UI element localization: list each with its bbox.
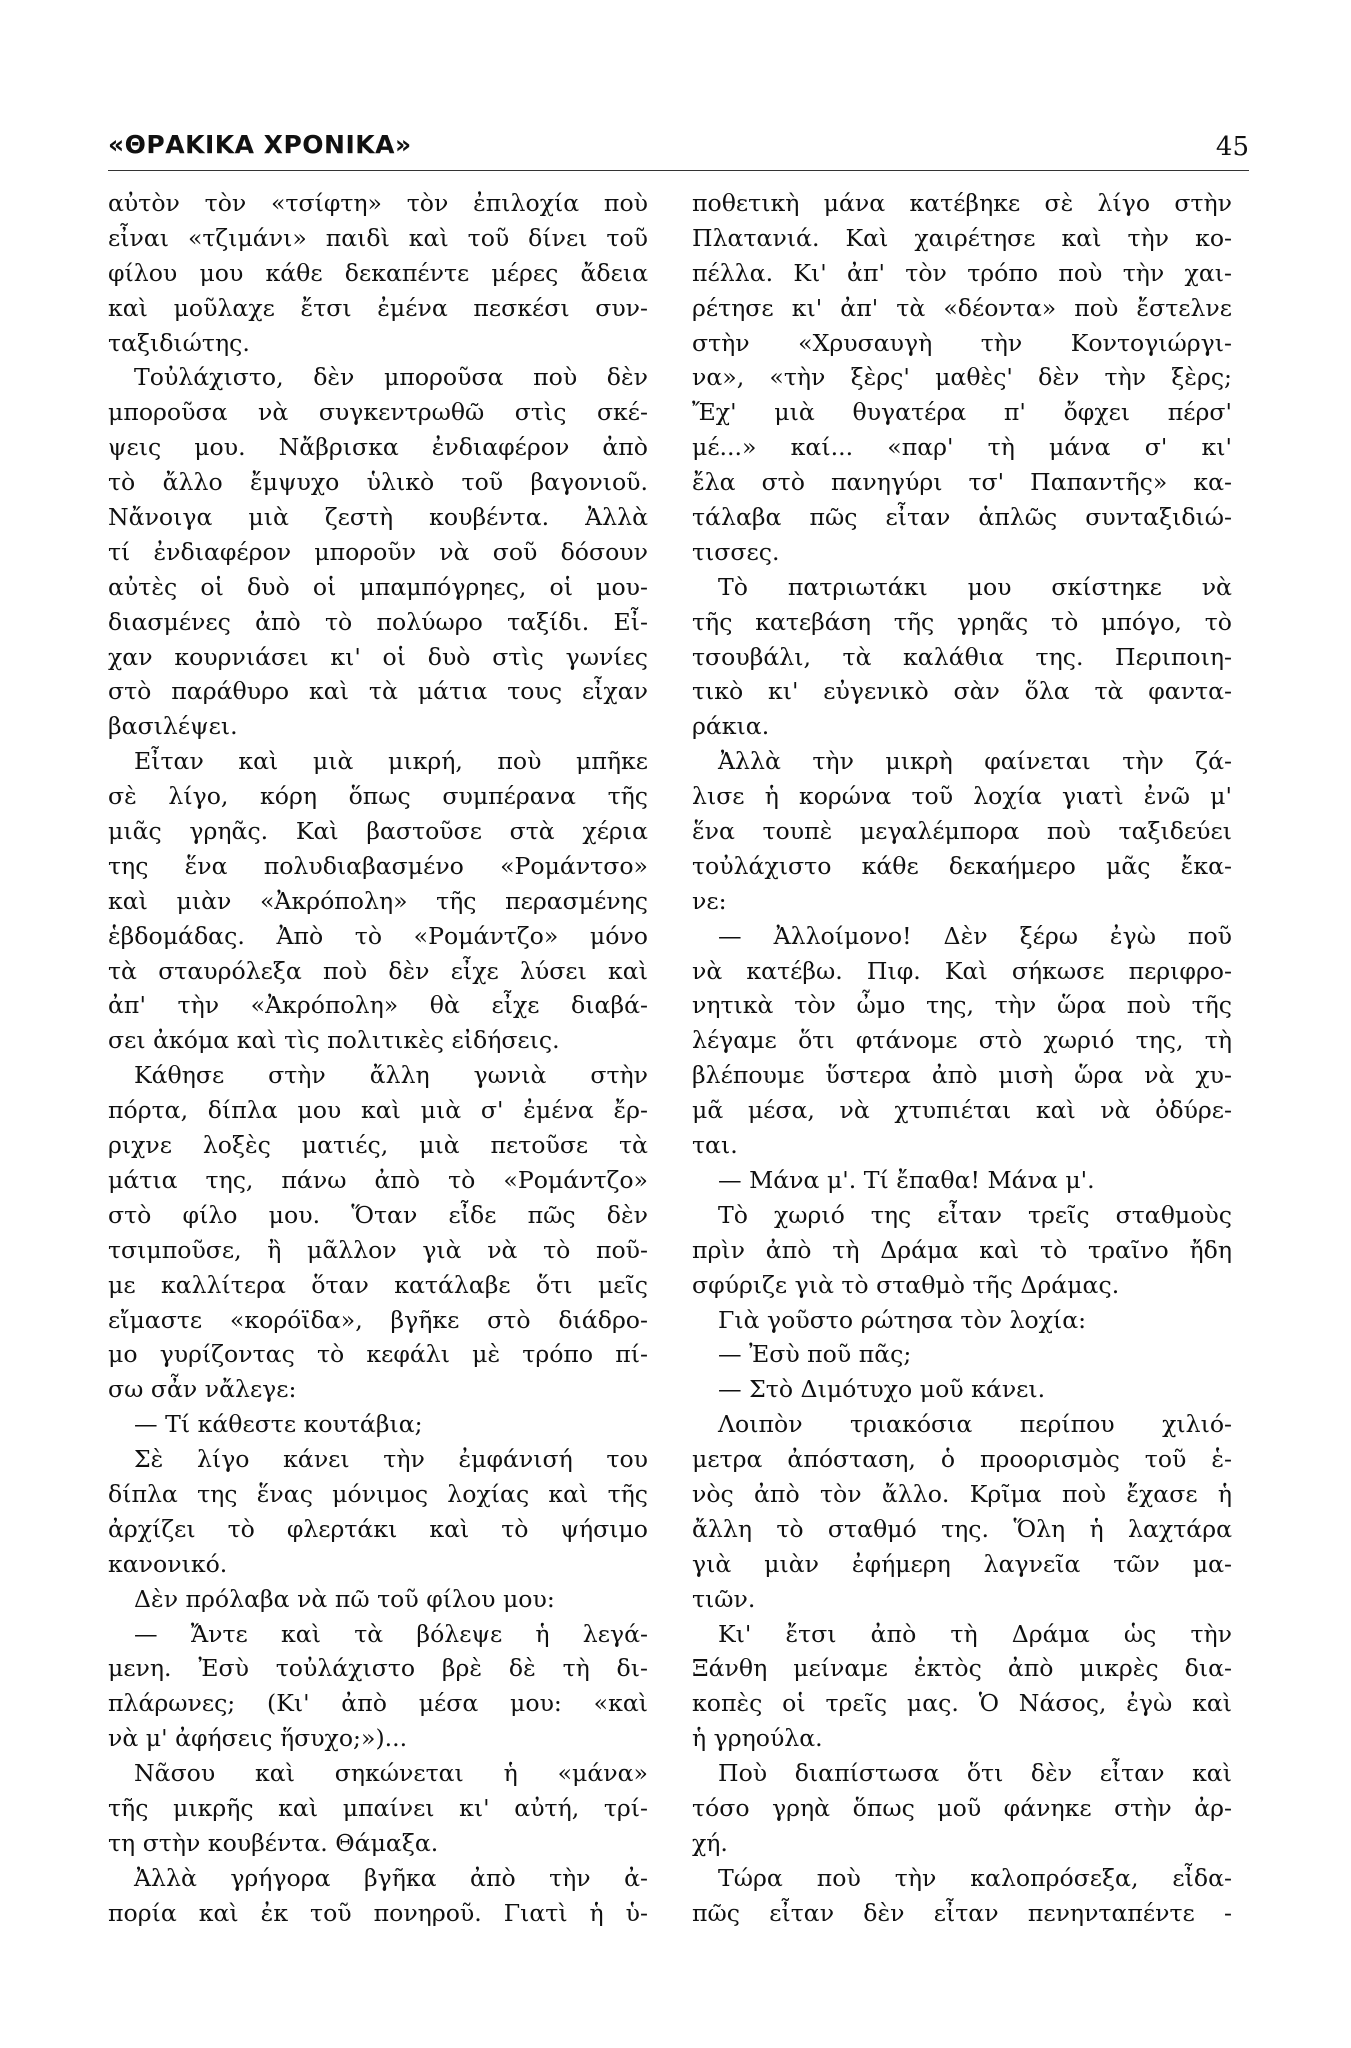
- text-line: τὸ ἄλλο ἔμψυχο ὑλικὸ τοῦ βαγονιοῦ.: [108, 468, 648, 497]
- right-text-column: [692, 186, 1232, 1931]
- text-line: τισσες.: [692, 537, 780, 566]
- text-line: Δὲν πρόλαβα νὰ πῶ τοῦ φίλου μου:: [134, 1584, 555, 1613]
- text-line: νὸς ἀπὸ τὸν ἄλλο. Κρῖμα ποὺ ἔχασε ἡ: [692, 1479, 1232, 1508]
- text-line: ριχνε λοξὲς ματιές, μιὰ πετοῦσε τὰ: [108, 1131, 648, 1160]
- text-line: χή.: [692, 1828, 728, 1857]
- text-line: μᾶ μέσα, νὰ χτυπιέται καὶ νὰ ὀδύρε-: [692, 1096, 1232, 1125]
- text-line: ἀρχίζει τὸ φλερτάκι καὶ τὸ ψήσιμο: [108, 1514, 648, 1543]
- text-line: εἴμαστε «κορόϊδα», βγῆκε στὸ διάδρο-: [108, 1305, 648, 1334]
- text-line: να», «τὴν ξὲρς' μαθὲς' δὲν τὴν ξὲρς;: [692, 363, 1232, 392]
- text-line: λέγαμε ὅτι φτάνομε στὸ χωριό της, τὴ: [692, 1026, 1232, 1055]
- text-line: ται.: [692, 1131, 738, 1160]
- text-line: μενη. Ἐσὺ τοὐλάχιστο βρὲ δὲ τὴ δι-: [108, 1654, 648, 1683]
- text-line: ἕνα τουπὲ μεγαλέμπορα ποὺ ταξιδεύει: [692, 817, 1232, 846]
- journal-title: «ΘΡΑΚΙΚΑ ΧΡΟΝΙΚΑ»: [108, 130, 412, 159]
- text-line: κοπὲς οἱ τρεῖς μας. Ὁ Νάσος, ἐγὼ καὶ: [692, 1689, 1232, 1718]
- text-line: τόσο γρηὰ ὅπως μοῦ φάνηκε στὴν ἀρ-: [692, 1793, 1232, 1822]
- text-line: κανονικό.: [108, 1549, 228, 1578]
- text-line: τιῶν.: [692, 1584, 756, 1613]
- text-line: στὸ φίλο μου. Ὅταν εἶδε πῶς δὲν: [108, 1200, 648, 1229]
- text-line: ταξιδιώτης.: [108, 328, 250, 357]
- text-line: Γιὰ γοῦστο ρώτησα τὸν λοχία:: [718, 1305, 1087, 1334]
- text-line: εἶναι «τζιμάνι» παιδὶ καὶ τοῦ δίνει τοῦ: [108, 223, 648, 252]
- text-line: στὸ παράθυρο καὶ τὰ μάτια τους εἶχαν: [108, 677, 648, 706]
- header-rule: [108, 170, 1249, 171]
- text-line: Εἶταν καὶ μιὰ μικρή, ποὺ μπῆκε: [134, 747, 648, 776]
- text-line: διασμένες ἀπὸ τὸ πολύωρο ταξίδι. Εἶ-: [108, 607, 648, 636]
- text-line: Τώρα ποὺ τὴν καλοπρόσεξα, εἶδα-: [718, 1863, 1232, 1892]
- text-line: σει ἀκόμα καὶ τὶς πολιτικὲς εἰδήσεις.: [108, 1026, 560, 1055]
- text-line: Τὸ χωριό της εἶταν τρεῖς σταθμοὺς: [718, 1200, 1232, 1229]
- page-number: 45: [1215, 132, 1249, 162]
- text-line: Κι' ἔτσι ἀπὸ τὴ Δράμα ὡς τὴν: [718, 1619, 1232, 1648]
- text-line: τικὸ κι' εὐγενικὸ σὰν ὅλα τὰ φαντα-: [692, 677, 1232, 706]
- text-line: της ἕνα πολυδιαβασμένο «Ρομάντσο»: [108, 851, 648, 880]
- text-line: — Ἀλλοίμονο! Δὲν ξέρω ἐγὼ ποῦ: [718, 921, 1232, 950]
- text-line: Ποὺ διαπίστωσα ὅτι δὲν εἶταν καὶ: [718, 1759, 1232, 1788]
- text-line: ἔλα στὸ πανηγύρι τσ' Παπαντῆς» κα-: [692, 468, 1232, 497]
- text-line: Πλατανιά. Καὶ χαιρέτησε καὶ τὴν κο-: [692, 223, 1232, 252]
- text-line: αὐτὲς οἱ δυὸ οἱ μπαμπόγρηες, οἱ μου-: [108, 572, 648, 601]
- text-line: Ἀλλὰ γρήγορα βγῆκα ἀπὸ τὴν ἀ-: [134, 1863, 648, 1892]
- text-line: ἄλλη τὸ σταθμό της. Ὅλη ἡ λαχτάρα: [692, 1514, 1232, 1543]
- text-line: τὰ σταυρόλεξα ποὺ δὲν εἶχε λύσει καὶ: [108, 956, 648, 985]
- text-line: ἀπ' τὴν «Ἀκρόπολη» θὰ εἶχε διαβά-: [108, 991, 648, 1020]
- text-line: νητικὰ τὸν ὦμο της, τὴν ὥρα ποὺ τῆς: [692, 991, 1232, 1020]
- text-line: πρὶν ἀπὸ τὴ Δράμα καὶ τὸ τραῖνο ἤδη: [692, 1235, 1232, 1264]
- text-line: — Μάνα μ'. Τί ἔπαθα! Μάνα μ'.: [718, 1165, 1095, 1194]
- text-line: Ἔχ' μιὰ θυγατέρα π' ὄφχει πέρσ': [692, 398, 1232, 427]
- text-line: μποροῦσα νὰ συγκεντρωθῶ στὶς σκέ-: [108, 398, 648, 427]
- text-line: ποθετικὴ μάνα κατέβηκε σὲ λίγο στὴν: [692, 189, 1232, 217]
- text-line: τσουβάλι, τὰ καλάθια της. Περιποιη-: [692, 642, 1232, 671]
- text-line: σὲ λίγο, κόρη ὅπως συμπέρανα τῆς: [108, 782, 648, 811]
- text-line: με καλλίτερα ὅταν κατάλαβε ὅτι μεῖς: [108, 1270, 648, 1299]
- text-line: βασιλέψει.: [108, 712, 238, 741]
- text-line: τοὐλάχιστο κάθε δεκαήμερο μᾶς ἔκα-: [692, 851, 1232, 880]
- text-line: τσιμποῦσε, ἢ μᾶλλον γιὰ νὰ τὸ ποῦ-: [108, 1235, 648, 1264]
- text-line: νὰ μ' ἀφήσεις ἥσυχο;»)...: [108, 1724, 408, 1753]
- text-line: νὰ κατέβω. Πιφ. Καὶ σήκωσε περιφρο-: [692, 956, 1232, 985]
- text-line: — Τί κάθεστε κουτάβια;: [134, 1410, 423, 1439]
- text-line: πορία καὶ ἐκ τοῦ πονηροῦ. Γιατὶ ἡ ὑ-: [108, 1898, 648, 1927]
- text-line: ρέτησε κι' ἀπ' τὰ «δέοντα» ποὺ ἔστελνε: [692, 293, 1232, 322]
- text-line: Σὲ λίγο κάνει τὴν ἐμφάνισή του: [134, 1445, 648, 1474]
- text-line: σω σἆν νἄλεγε:: [108, 1375, 297, 1404]
- text-line: καὶ μοῦλαχε ἔτσι ἐμένα πεσκέσι συν-: [108, 293, 648, 322]
- text-line: πέλλα. Κι' ἀπ' τὸν τρόπο ποὺ τὴν χαι-: [692, 258, 1232, 287]
- text-line: τη στὴν κουβέντα. Θάμαξα.: [108, 1828, 439, 1857]
- text-line: τῆς κατεβάση τῆς γρηᾶς τὸ μπόγο, τὸ: [692, 607, 1232, 636]
- text-line: χαν κουρνιάσει κι' οἱ δυὸ στὶς γωνίες: [108, 642, 648, 671]
- text-line: μιᾶς γρηᾶς. Καὶ βαστοῦσε στὰ χέρια: [108, 817, 648, 846]
- text-line: καὶ μιὰν «Ἀκρόπολη» τῆς περασμένης: [108, 886, 648, 915]
- text-line: Τὸ πατριωτάκι μου σκίστηκε νὰ: [718, 572, 1232, 601]
- text-line: ἑβδομάδας. Ἀπὸ τὸ «Ρομάντζο» μόνο: [108, 921, 648, 950]
- text-line: Λοιπὸν τριακόσια περίπου χιλιό-: [718, 1410, 1232, 1439]
- text-line: μέ...» καί... «παρ' τὴ μάνα σ' κι': [692, 433, 1232, 462]
- text-line: νε:: [692, 886, 727, 915]
- text-line: βλέπουμε ὕστερα ἀπὸ μισὴ ὥρα νὰ χυ-: [692, 1061, 1232, 1090]
- text-line: δίπλα της ἕνας μόνιμος λοχίας καὶ τῆς: [108, 1479, 648, 1508]
- text-line: Τοὐλάχιστο, δὲν μποροῦσα ποὺ δὲν: [134, 363, 648, 392]
- text-line: πλάρωνες; (Κι' ἀπὸ μέσα μου: «καὶ: [108, 1689, 648, 1718]
- running-head: [108, 130, 1249, 164]
- text-line: ράκια.: [692, 712, 770, 741]
- text-line: ψεις μου. Νἄβρισκα ἐνδιαφέρον ἀπὸ: [108, 433, 648, 462]
- text-line: γιὰ μιὰν ἐφήμερη λαγνεῖα τῶν μα-: [692, 1549, 1232, 1578]
- text-line: — Ἐσὺ ποῦ πᾶς;: [718, 1340, 912, 1369]
- text-line: τάλαβα πῶς εἶταν ἁπλῶς συνταξιδιώ-: [692, 503, 1232, 532]
- text-line: πῶς εἶταν δὲν εἶταν πενηνταπέντε -: [692, 1898, 1232, 1927]
- text-line: τῆς μικρῆς καὶ μπαίνει κι' αὐτή, τρί-: [108, 1793, 648, 1822]
- text-line: στὴν «Χρυσαυγὴ τὴν Κοντογιώργι-: [692, 328, 1232, 357]
- text-line: Νἄνοιγα μιὰ ζεστὴ κουβέντα. Ἀλλὰ: [108, 503, 648, 532]
- text-line: φίλου μου κάθε δεκαπέντε μέρες ἄδεια: [108, 258, 648, 287]
- text-line: σφύριζε γιὰ τὸ σταθμὸ τῆς Δράμας.: [692, 1270, 1120, 1299]
- text-line: λισε ἡ κορώνα τοῦ λοχία γιατὶ ἐνῶ μ': [692, 782, 1232, 811]
- text-line: ἡ γρηούλα.: [692, 1724, 823, 1753]
- text-line: Κάθησε στὴν ἄλλη γωνιὰ στὴν: [134, 1061, 648, 1090]
- text-line: μάτια της, πάνω ἀπὸ τὸ «Ρομάντζο»: [108, 1165, 648, 1194]
- text-line: — Στὸ Διμότυχο μοῦ κάνει.: [718, 1375, 1046, 1404]
- text-line: — Ἄντε καὶ τὰ βόλεψε ἡ λεγά-: [134, 1619, 648, 1648]
- left-text-column: [108, 186, 648, 1931]
- text-line: αὐτὸν τὸν «τσίφτη» τὸν ἐπιλοχία ποὺ: [108, 189, 648, 217]
- text-line: Ξάνθη μείναμε ἐκτὸς ἀπὸ μικρὲς δια-: [692, 1654, 1232, 1683]
- text-line: πόρτα, δίπλα μου καὶ μιὰ σ' ἐμένα ἔρ-: [108, 1096, 648, 1125]
- text-line: μο γυρίζοντας τὸ κεφάλι μὲ τρόπο πί-: [108, 1340, 648, 1369]
- text-line: τί ἐνδιαφέρον μποροῦν νὰ σοῦ δόσουν: [108, 537, 648, 566]
- text-line: Νᾶσου καὶ σηκώνεται ἡ «μάνα»: [134, 1759, 648, 1788]
- text-line: Ἀλλὰ τὴν μικρὴ φαίνεται τὴν ζά-: [718, 747, 1232, 776]
- text-line: μετρα ἀπόσταση, ὁ προορισμὸς τοῦ ἑ-: [692, 1445, 1232, 1474]
